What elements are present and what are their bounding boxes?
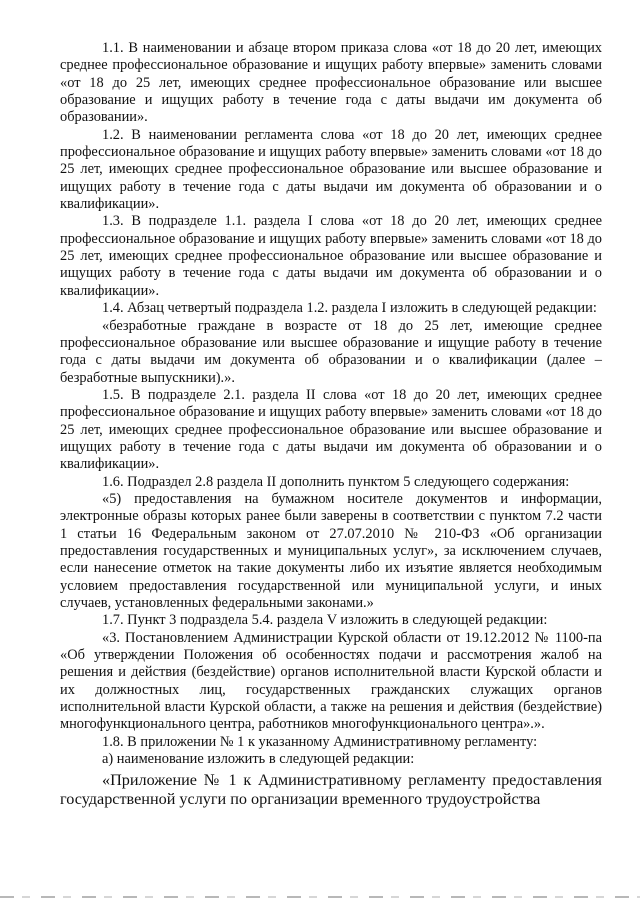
paragraph-1-5: 1.5. В подразделе 2.1. раздела II слова «от 18 до 20 лет, имеющих среднее профессиональное образование и ищущих работу впервые» заменить словами «от 18 до 25 лет, имеющих среднее профессиональное образование или высшее образование и ищущих работу в течение года с даты выдачи им документа об образовании и о квалификации».: [60, 386, 602, 473]
paragraph-1-4: 1.4. Абзац четвертый подраздела 1.2. раздела I изложить в следующей редакции:: [102, 300, 597, 317]
paragraph-appendix-title: «Приложение № 1 к Административному регламенту предоставления государственной услуги по организации временного трудоустройства: [60, 771, 602, 809]
paragraph-1-8: 1.8. В приложении № 1 к указанному Административному регламенту:: [102, 733, 538, 750]
document-body: [60, 40, 602, 809]
paragraph-1-4-quote: «безработные граждане в возрасте от 18 до 25 лет, имеющие среднее профессиональное образование или высшее образование и ищущие работу в течение года с даты выдачи им документа об образовании и о квалификации (далее – безработные выпускники).».: [60, 317, 602, 386]
scan-artifact-line: [0, 896, 640, 898]
paragraph-1-6-quote: «5) предоставления на бумажном носителе документов и информации, электронные образы которых ранее были заверены в соответствии с пунктом 7.2 части 1 статьи 16 Федеральным законом от 27.07.2010 № 210-ФЗ «Об организации предоставления государственных и муниципальных услуг», за исключением случаев, если нанесение отметок на такие документы либо их изъятие является необходимым условием предоставления государственной или муниципальной услуги, и иных случаев, установленных федеральными законами.»: [60, 490, 602, 611]
paragraph-1-7-quote: «3. Постановлением Администрации Курской области от 19.12.2012 № 1100-па «Об утверждении Положения об особенностях подачи и рассмотрения жалоб на решения и действия (бездействие) органов исполнительной власти Курской области и их должностных лиц, государственных гражданских служащих органов исполнительной власти Курской области, а также на решения и действия (бездействие) многофункционального центра, работников многофункционального центра».».: [60, 629, 602, 733]
paragraph-1-8-a: а) наименование изложить в следующей редакции:: [102, 751, 415, 768]
paragraph-1-6: 1.6. Подраздел 2.8 раздела II дополнить пунктом 5 следующего содержания:: [102, 473, 570, 490]
paragraph-1-2: 1.2. В наименовании регламента слова «от 18 до 20 лет, имеющих среднее профессиональное образование и ищущих работу впервые» заменить словами «от 18 до 25 лет, имеющих среднее профессиональное образование или высшее образование и ищущих работу в течение года с даты выдачи им документа об образовании и о квалификации».: [60, 126, 602, 213]
paragraph-1-3: 1.3. В подразделе 1.1. раздела I слова «от 18 до 20 лет, имеющих среднее профессиональное образование и ищущих работу впервые» заменить словами «от 18 до 25 лет, имеющих среднее профессиональное образование или высшее образование и ищущих работу в течение года с даты выдачи им документа об образовании и о квалификации».: [60, 213, 602, 299]
paragraph-1-7: 1.7. Пункт 3 подраздела 5.4. раздела V изложить в следующей редакции:: [102, 612, 548, 629]
paragraph-1-1: 1.1. В наименовании и абзаце втором приказа слова «от 18 до 20 лет, имеющих среднее профессиональное образование и ищущих работу впервые» заменить словами «от 18 до 25 лет, имеющих среднее профессиональное образование или высшее образование и ищущих работу в течение года с даты выдачи им документа об образовании».: [60, 40, 602, 126]
